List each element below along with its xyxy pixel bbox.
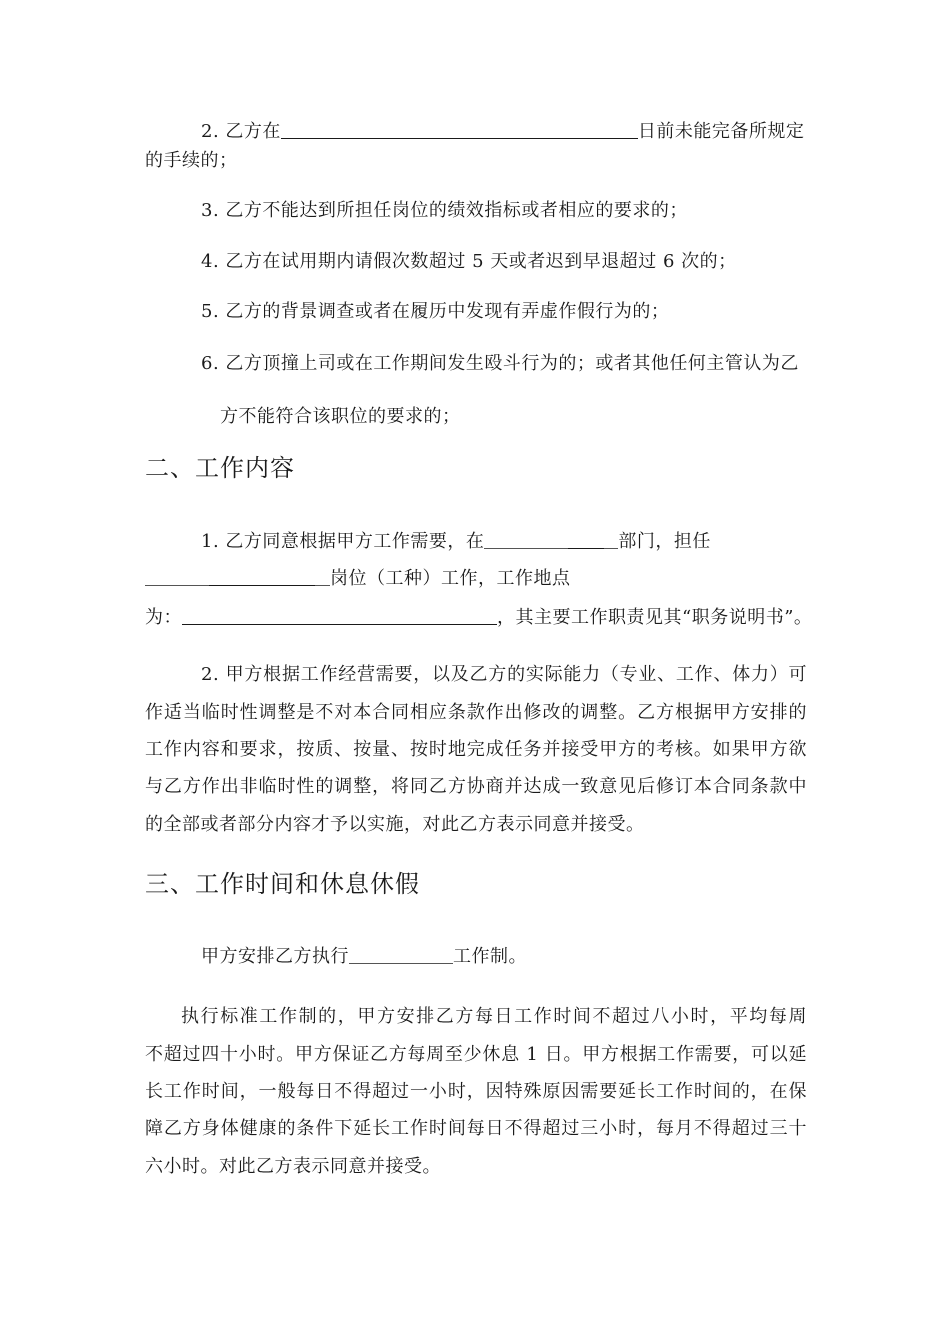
position-blank-a[interactable]	[145, 566, 209, 586]
department-blank-b[interactable]	[568, 529, 604, 549]
adjustment-line-1: 2. 甲方根据工作经营需要，以及乙方的实际能力（专业、工作、体力）可	[201, 664, 807, 685]
hours-line-4: 障乙方身体健康的条件下延长工作时间每日不得超过三小时，每月不得超过三十	[145, 1118, 807, 1139]
work-system-line	[201, 944, 527, 969]
item-5: 5. 乙方的背景调查或者在履历中发现有弄虚作假行为的；	[201, 301, 670, 322]
work-content-text-c: 岗位（工种）工作，工作地点	[330, 568, 571, 589]
department-blank-c[interactable]	[604, 529, 618, 549]
section-2-heading: 二、工作内容	[145, 454, 295, 482]
work-content-text-e: ，其主要工作职责见其“职务说明书”。	[497, 607, 813, 628]
date-blank[interactable]	[281, 119, 638, 139]
work-content-text-a: 1. 乙方同意根据甲方工作需要，在	[201, 531, 485, 552]
hours-line-3: 长工作时间，一般每日不得超过一小时，因特殊原因需要延长工作时间的，在保	[145, 1081, 807, 1102]
hours-line-5: 六小时。对此乙方表示同意并接受。	[145, 1156, 441, 1177]
item-2-line-2: 的手续的；	[145, 150, 238, 171]
hours-line-1: 执行标准工作制的，甲方安排乙方每日工作时间不超过八小时，平均每周	[181, 1006, 807, 1027]
position-blank-c[interactable]	[315, 566, 330, 586]
work-content-text-d: 为：	[145, 607, 182, 628]
work-content-line-1	[201, 529, 711, 554]
work-content-line-2	[145, 566, 571, 591]
work-location-blank[interactable]	[182, 605, 497, 625]
item-2-text-a: 2. 乙方在	[201, 121, 281, 142]
work-system-blank[interactable]	[349, 944, 453, 964]
work-system-text-a: 甲方安排乙方执行	[201, 946, 349, 967]
work-system-text-b: 工作制。	[453, 946, 527, 967]
work-content-line-3	[145, 605, 812, 630]
item-4: 4. 乙方在试用期内请假次数超过 5 天或者迟到早退超过 6 次的；	[201, 251, 737, 272]
adjustment-line-4: 与乙方作出非临时性的调整，将同乙方协商并达成一致意见后修订本合同条款中	[145, 776, 807, 797]
section-3-heading: 三、工作时间和休息休假	[145, 870, 420, 898]
item-2-text-b: 日前未能完备所规定	[637, 121, 805, 142]
adjustment-line-2: 作适当临时性调整是不对本合同相应条款作出修改的调整。乙方根据甲方安排的	[145, 702, 807, 723]
department-blank-a[interactable]	[484, 529, 568, 549]
adjustment-line-3: 工作内容和要求，按质、按量、按时地完成任务并接受甲方的考核。如果甲方欲	[145, 739, 807, 760]
adjustment-line-5: 的全部或者部分内容才予以实施，对此乙方表示同意并接受。	[145, 814, 645, 835]
item-6-line-2: 方不能符合该职位的要求的；	[220, 406, 461, 427]
item-6-line-1: 6. 乙方顶撞上司或在工作期间发生殴斗行为的；或者其他任何主管认为乙	[201, 353, 799, 374]
hours-line-2: 不超过四十小时。甲方保证乙方每周至少休息 1 日。甲方根据工作需要，可以延	[145, 1044, 807, 1065]
work-content-text-b: 部门，担任	[618, 531, 711, 552]
item-2-line-1	[201, 119, 804, 144]
item-3: 3. 乙方不能达到所担任岗位的绩效指标或者相应的要求的；	[201, 200, 688, 221]
position-blank-b[interactable]	[209, 566, 315, 586]
